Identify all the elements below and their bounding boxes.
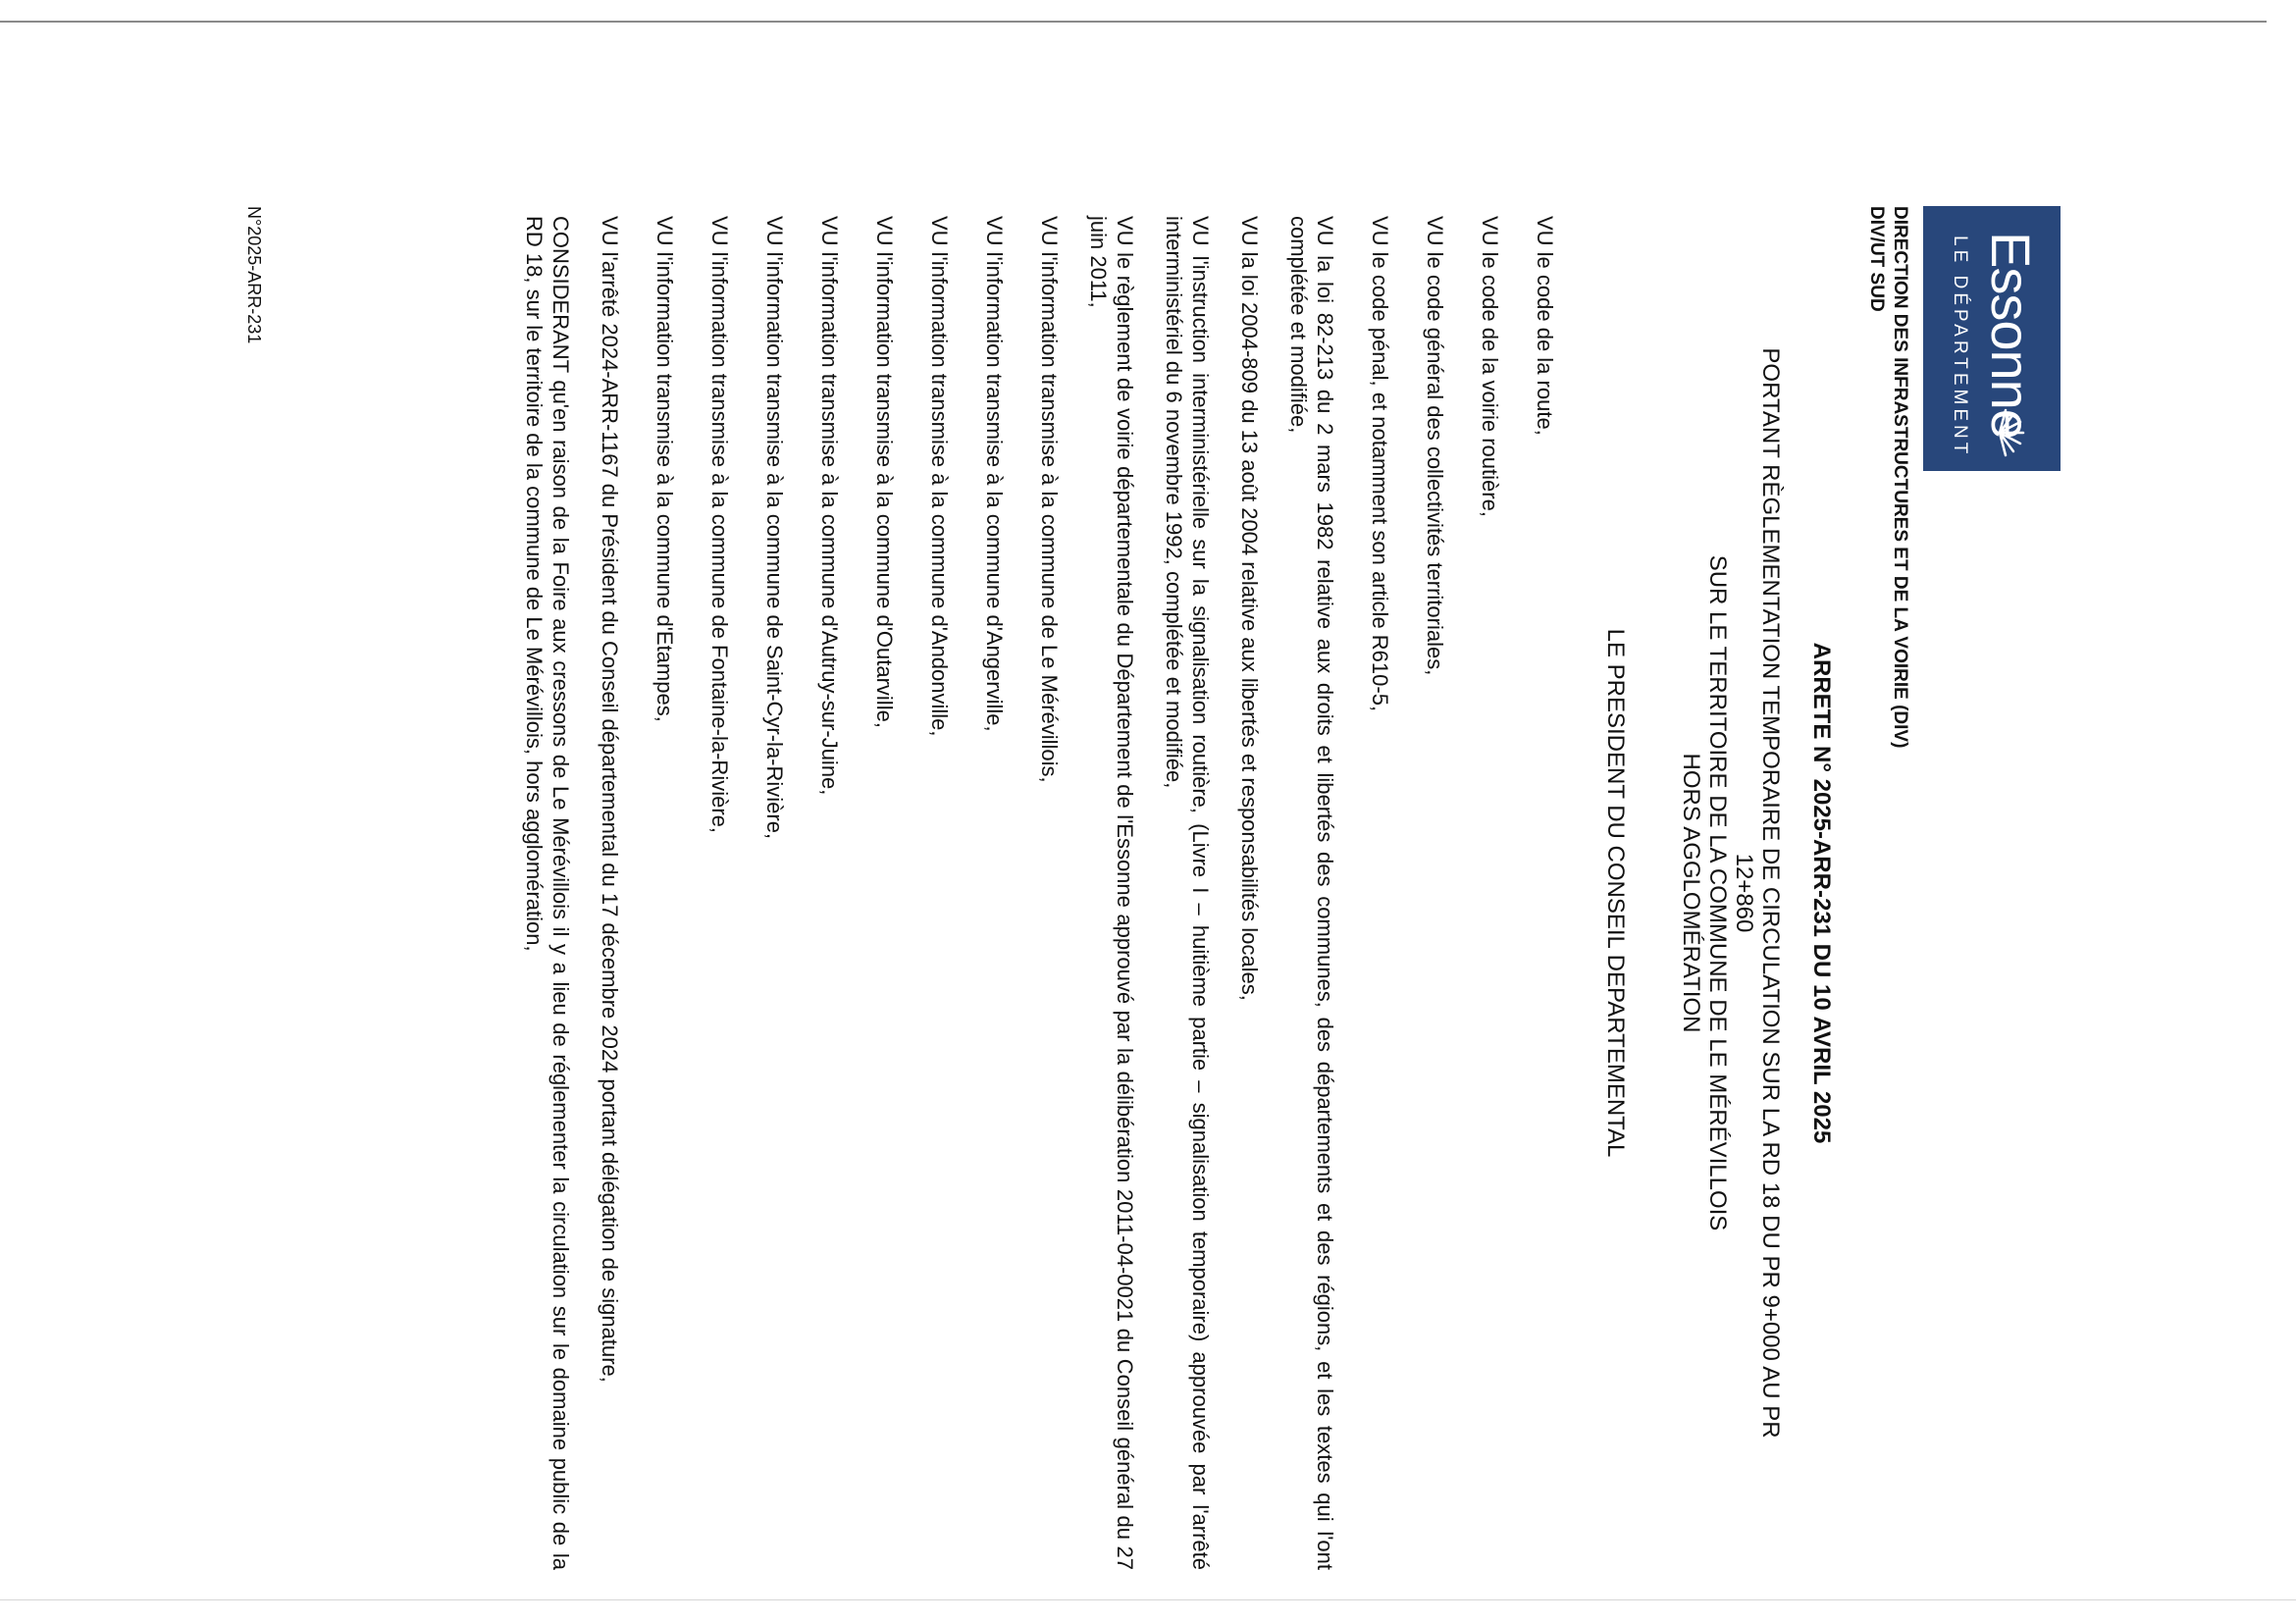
visa-paragraph: VU l'information transmise à la commune de Le Mérévillois,	[1037, 216, 1062, 783]
visa-paragraph: VU la loi 2004-809 du 13 août 2004 relative aux libertés et responsabilités locales,	[1237, 216, 1262, 1001]
arrete-subject	[1678, 206, 1784, 1580]
essonne-logo	[1923, 206, 2061, 471]
scan-edge-bottom	[0, 1599, 2296, 1600]
visa-paragraph: VU l'arrêté 2024-ARR-1167 du Président du Conseil départemental du 17 décembre 2024 portant délégation de signature,	[598, 216, 622, 1383]
department-unit: DIV/UT SUD	[1866, 206, 1887, 312]
subject-line: SUR LE TERRITOIRE DE LA COMMUNE DE LE MÉRÉVILLOIS	[1704, 554, 1731, 1231]
subject-line: PORTANT RÈGLEMENTATION TEMPORAIRE DE CIRCULATION SUR LA RD 18 DU PR 9+000 AU PR	[1757, 347, 1784, 1439]
visa-paragraph: VU le code général des collectivités territoriales,	[1423, 216, 1447, 676]
visa-paragraph: VU le code de la route,	[1533, 216, 1557, 436]
president-heading: LE PRESIDENT DU CONSEIL DEPARTEMENTAL	[1602, 628, 1629, 1158]
footer-reference: N°2025-ARR-231	[244, 206, 264, 344]
visa-paragraph: VU le code pénal, et notamment son article R610-5,	[1368, 216, 1392, 712]
visa-paragraph: VU la loi 82-213 du 2 mars 1982 relative aux droits et libertés des communes, des départements et des régions, et les textes qui l'ont complétée et modifiée,	[1286, 216, 1337, 1570]
subject-line: 12+860	[1731, 853, 1757, 933]
sun-rays-icon	[1996, 402, 2043, 463]
logo-subtitle: LE DÉPARTEMENT	[1950, 236, 1970, 458]
visa-paragraph: VU l'information transmise à la commune d'Autruy-sur-Juine,	[817, 216, 842, 796]
visa-paragraph: VU l'information transmise à la commune d'Angerville,	[982, 216, 1007, 732]
visa-paragraph: VU l'information transmise à la commune d'Etampes,	[652, 216, 677, 722]
arrete-title: ARRETE N° 2025-ARR-231 DU 10 AVRIL 2025	[1808, 642, 1835, 1144]
visa-paragraph: VU l'information transmise à la commune d'Andonville,	[927, 216, 952, 737]
visa-paragraph: VU l'information transmise à la commune d'Outarville,	[872, 216, 897, 728]
visa-paragraph: VU le code de la voirie routière,	[1478, 216, 1502, 517]
visa-paragraph: VU l'information transmise à la commune de Fontaine-la-Rivière,	[707, 216, 732, 834]
visa-paragraph: VU l'instruction interministérielle sur la signalisation routière, (Livre I – huitième partie – signalisation temporaire) approuvée par l'arrêté interministériel du 6 novembre 1992, complétée et modifiée,	[1162, 216, 1213, 1570]
visa-paragraph: VU l'information transmise à la commune de Saint-Cyr-la-Rivière,	[762, 216, 787, 840]
document-body	[493, 216, 1558, 1570]
considerant-paragraph: CONSIDERANT qu'en raison de la Foire aux cressons de Le Mérévillois il y a lieu de réglementer la circulation sur le domaine public de la RD 18, sur le territoire de la commune de Le Mérévillois, hors agglomération,	[522, 216, 573, 1570]
document-page	[235, 206, 2061, 1599]
department-direction: DIRECTION DES INFRASTRUCTURES ET DE LA VOIRIE (DIV)	[1890, 206, 1910, 749]
scan-edge-top	[0, 21, 2267, 23]
logo-name: Essonne	[1980, 232, 2042, 439]
subject-line: HORS AGGLOMÉRATION	[1678, 753, 1704, 1033]
visa-paragraph: VU le règlement de voirie départementale du Département de l'Essonne approuvé par la délibération 2011-04-0021 du Conseil général du 27 juin 2011,	[1086, 216, 1137, 1570]
